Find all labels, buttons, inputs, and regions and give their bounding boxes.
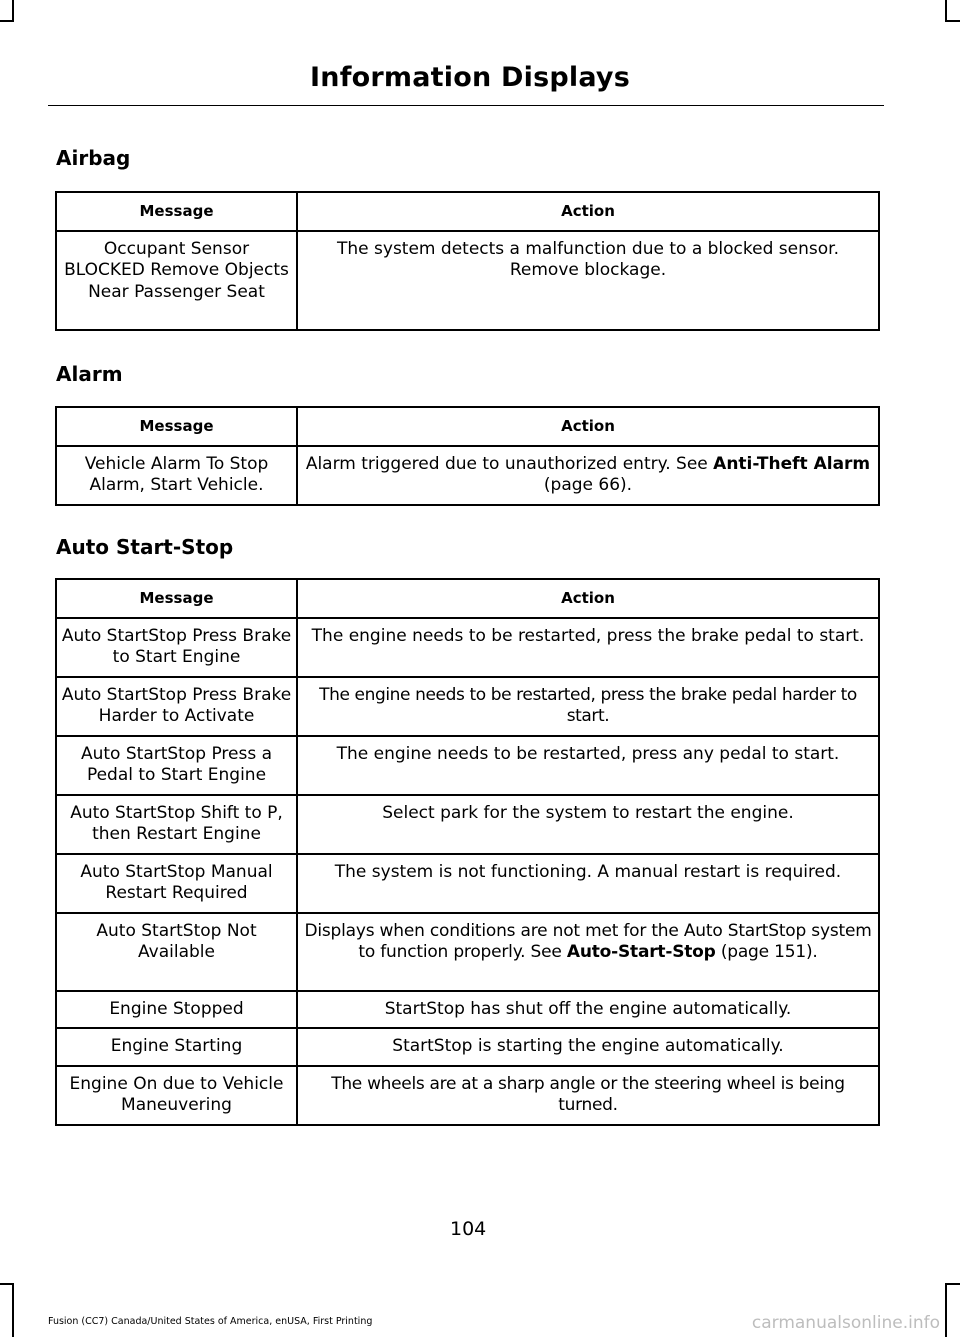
col-header-message: Message bbox=[56, 579, 297, 618]
cell-message: Auto StartStop Press Brake Harder to Activate bbox=[56, 677, 297, 736]
crop-mark-bottom-right-v bbox=[945, 1283, 947, 1337]
cell-message: Occupant Sensor BLOCKED Remove Objects Near Passenger Seat bbox=[56, 231, 297, 330]
cell-message: Auto StartStop Manual Restart Required bbox=[56, 854, 297, 913]
crop-mark-top-right-v bbox=[945, 0, 947, 22]
cell-message: Auto StartStop Press a Pedal to Start Engine bbox=[56, 736, 297, 795]
crop-mark-bottom-left-h bbox=[0, 1283, 14, 1285]
table-row bbox=[56, 1066, 879, 1125]
cell-message: Auto StartStop Shift to P, then Restart Engine bbox=[56, 795, 297, 854]
table-row bbox=[56, 677, 879, 736]
cell-message: Auto StartStop Press Brake to Start Engine bbox=[56, 618, 297, 677]
cell-action: Select park for the system to restart the engine. bbox=[297, 795, 879, 854]
table-row bbox=[56, 1028, 879, 1066]
col-header-action: Action bbox=[297, 407, 879, 446]
table-header-row bbox=[56, 579, 879, 618]
cell-action bbox=[297, 913, 879, 991]
cell-action: StartStop has shut off the engine automatically. bbox=[297, 991, 879, 1029]
table-row bbox=[56, 795, 879, 854]
crop-mark-top-left-v bbox=[12, 0, 14, 22]
airbag-table bbox=[55, 191, 880, 331]
cell-action: The system is not functioning. A manual restart is required. bbox=[297, 854, 879, 913]
cell-message: Engine Starting bbox=[56, 1028, 297, 1066]
cell-message: Engine Stopped bbox=[56, 991, 297, 1029]
cell-action: The engine needs to be restarted, press the brake pedal harder to start. bbox=[297, 677, 879, 736]
page-reference: (page 66). bbox=[543, 475, 633, 495]
action-text: Alarm triggered due to unauthorized entry. See bbox=[305, 453, 714, 474]
cell-message: Vehicle Alarm To Stop Alarm, Start Vehicle. bbox=[56, 446, 297, 505]
page-header-title: Information Displays bbox=[310, 62, 630, 93]
section-title-airbag: Airbag bbox=[56, 146, 131, 170]
auto-start-stop-table bbox=[55, 578, 880, 1126]
crop-mark-bottom-right-h bbox=[945, 1283, 960, 1285]
cross-reference-link[interactable]: Anti-Theft Alarm bbox=[713, 453, 871, 474]
crop-mark-bottom-left-v bbox=[12, 1283, 14, 1337]
page-reference: (page 151). bbox=[715, 942, 818, 962]
action-text: Displays when conditions are not met for the Auto StartStop system to function properly. See bbox=[304, 920, 872, 962]
cell-action bbox=[297, 446, 879, 505]
table-header-row bbox=[56, 192, 879, 231]
alarm-table bbox=[55, 406, 880, 506]
table-row bbox=[56, 446, 879, 505]
footer-publication-info: Fusion (CC7) Canada/United States of America, enUSA, First Printing bbox=[48, 1316, 373, 1327]
col-header-action: Action bbox=[297, 192, 879, 231]
col-header-message: Message bbox=[56, 407, 297, 446]
cell-action: StartStop is starting the engine automatically. bbox=[297, 1028, 879, 1066]
col-header-action: Action bbox=[297, 579, 879, 618]
cell-action: The wheels are at a sharp angle or the steering wheel is being turned. bbox=[297, 1066, 879, 1125]
header-divider bbox=[48, 105, 884, 106]
table-row bbox=[56, 913, 879, 991]
table-row bbox=[56, 231, 879, 330]
cell-action: The engine needs to be restarted, press any pedal to start. bbox=[297, 736, 879, 795]
table-row bbox=[56, 736, 879, 795]
cell-action: The engine needs to be restarted, press the brake pedal to start. bbox=[297, 618, 879, 677]
table-row bbox=[56, 618, 879, 677]
cross-reference-link[interactable]: Auto-Start-Stop bbox=[566, 942, 716, 962]
section-title-alarm: Alarm bbox=[56, 362, 123, 386]
crop-mark-top-right-h bbox=[945, 20, 960, 22]
table-row bbox=[56, 854, 879, 913]
cell-message: Auto StartStop Not Available bbox=[56, 913, 297, 991]
table-row bbox=[56, 991, 879, 1029]
crop-mark-top-left-h bbox=[0, 20, 14, 22]
section-title-auto-start-stop: Auto Start-Stop bbox=[56, 535, 234, 559]
watermark: carmanualsonline.info bbox=[751, 1313, 940, 1333]
table-header-row bbox=[56, 407, 879, 446]
page-number: 104 bbox=[450, 1218, 487, 1240]
cell-message: Engine On due to Vehicle Maneuvering bbox=[56, 1066, 297, 1125]
cell-action: The system detects a malfunction due to a blocked sensor. Remove blockage. bbox=[297, 231, 879, 330]
col-header-message: Message bbox=[56, 192, 297, 231]
